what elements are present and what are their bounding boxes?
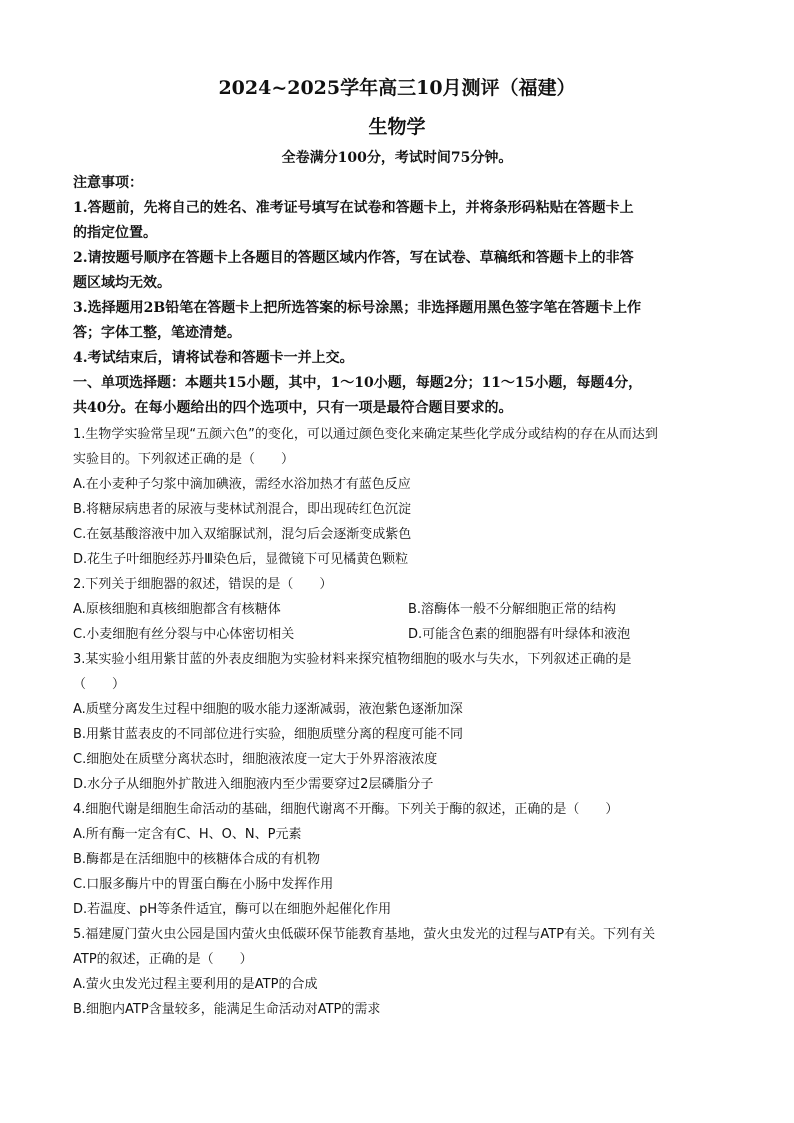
q2-stem: 2.下列关于细胞器的叙述，错误的是（ ）	[73, 577, 333, 592]
q3-option-d: D.水分子从细胞外扩散进入细胞液内至少需要穿过2层磷脂分子	[73, 777, 434, 792]
note-3-line-2: 答；字体工整，笔迹清楚。	[73, 325, 241, 341]
note-3-line-1: 3.选择题用2B铅笔在答题卡上把所选答案的标号涂黑；非选择题用黑色签字笔在答题卡上作	[73, 300, 642, 316]
q1-option-d: D.花生子叶细胞经苏丹Ⅲ染色后，显微镜下可见橘黄色颗粒	[73, 552, 409, 567]
q1-option-a: A.在小麦种子匀浆中滴加碘液，需经水浴加热才有蓝色反应	[73, 477, 411, 492]
note-1-line-2: 的指定位置。	[73, 225, 157, 241]
q2-option-d: D.可能含色素的细胞器有叶绿体和液泡	[408, 627, 631, 642]
notes-heading: 注意事项：	[73, 175, 143, 191]
note-4: 4.考试结束后，请将试卷和答题卡一并上交。	[73, 350, 354, 366]
exam-title: 2024~2025学年高三10月测评（福建）	[218, 77, 576, 99]
q3-option-c: C.细胞处在质壁分离状态时，细胞液浓度一定大于外界溶液浓度	[73, 752, 438, 767]
note-1-line-1: 1.答题前，先将自己的姓名、准考证号填写在试卷和答题卡上，并将条形码粘贴在答题卡上	[73, 200, 634, 216]
q1-stem-line-1: 1.生物学实验常呈现“五颜六色”的变化，可以通过颜色变化来确定某些化学成分或结构的存在从而达到	[73, 427, 658, 442]
q3-option-a: A.质壁分离发生过程中细胞的吸水能力逐渐减弱，液泡紫色逐渐加深	[73, 702, 463, 717]
q4-option-b: B.酶都是在活细胞中的核糖体合成的有机物	[73, 852, 321, 867]
q1-option-c: C.在氨基酸溶液中加入双缩脲试剂，混匀后会逐渐变成紫色	[73, 527, 412, 542]
q4-option-a: A.所有酶一定含有C、H、O、N、P元素	[73, 827, 302, 842]
q4-option-d: D.若温度、pH等条件适宜，酶可以在细胞外起催化作用	[73, 902, 392, 917]
q4-option-c: C.口服多酶片中的胃蛋白酶在小肠中发挥作用	[73, 877, 334, 892]
q3-stem-line-1: 3.某实验小组用紫甘蓝的外表皮细胞为实验材料来探究植物细胞的吸水与失水，下列叙述正确的是	[73, 652, 632, 667]
note-2-line-2: 题区域均无效。	[73, 275, 171, 291]
score-time-info: 全卷满分100分，考试时间75分钟。	[281, 150, 513, 166]
q2-option-b: B.溶酶体一般不分解细胞正常的结构	[408, 602, 617, 617]
section-heading-line-1: 一、单项选择题：本题共15小题，其中，1～10小题，每题2分；11～15小题，每题4分，	[73, 375, 643, 391]
q2-option-a: A.原核细胞和真核细胞都含有核糖体	[73, 602, 281, 617]
q3-stem-line-2: （ ）	[73, 677, 126, 692]
subject-title: 生物学	[368, 116, 426, 138]
q2-option-c: C.小麦细胞有丝分裂与中心体密切相关	[73, 627, 295, 642]
q5-stem-line-1: 5.福建厦门萤火虫公园是国内萤火虫低碳环保节能教育基地，萤火虫发光的过程与ATP有关。下列有关	[73, 927, 656, 942]
q5-stem-line-2: ATP的叙述，正确的是（ ）	[73, 952, 253, 967]
q3-option-b: B.用紫甘蓝表皮的不同部位进行实验，细胞质壁分离的程度可能不同	[73, 727, 464, 742]
section-heading-line-2: 共40分。在每小题给出的四个选项中，只有一项是最符合题目要求的。	[73, 400, 513, 416]
note-2-line-1: 2.请按题号顺序在答题卡上各题目的答题区域内作答，写在试卷、草稿纸和答题卡上的非答	[73, 250, 634, 266]
q1-stem-line-2: 实验目的。下列叙述正确的是（ ）	[73, 452, 295, 467]
q4-stem: 4.细胞代谢是细胞生命活动的基础，细胞代谢离不开酶。下列关于酶的叙述，正确的是（ ）	[73, 802, 619, 817]
q5-option-b: B.细胞内ATP含量较多，能满足生命活动对ATP的需求	[73, 1002, 381, 1017]
q1-option-b: B.将糖尿病患者的尿液与斐林试剂混合，即出现砖红色沉淀	[73, 502, 412, 517]
q5-option-a: A.萤火虫发光过程主要利用的是ATP的合成	[73, 977, 318, 992]
